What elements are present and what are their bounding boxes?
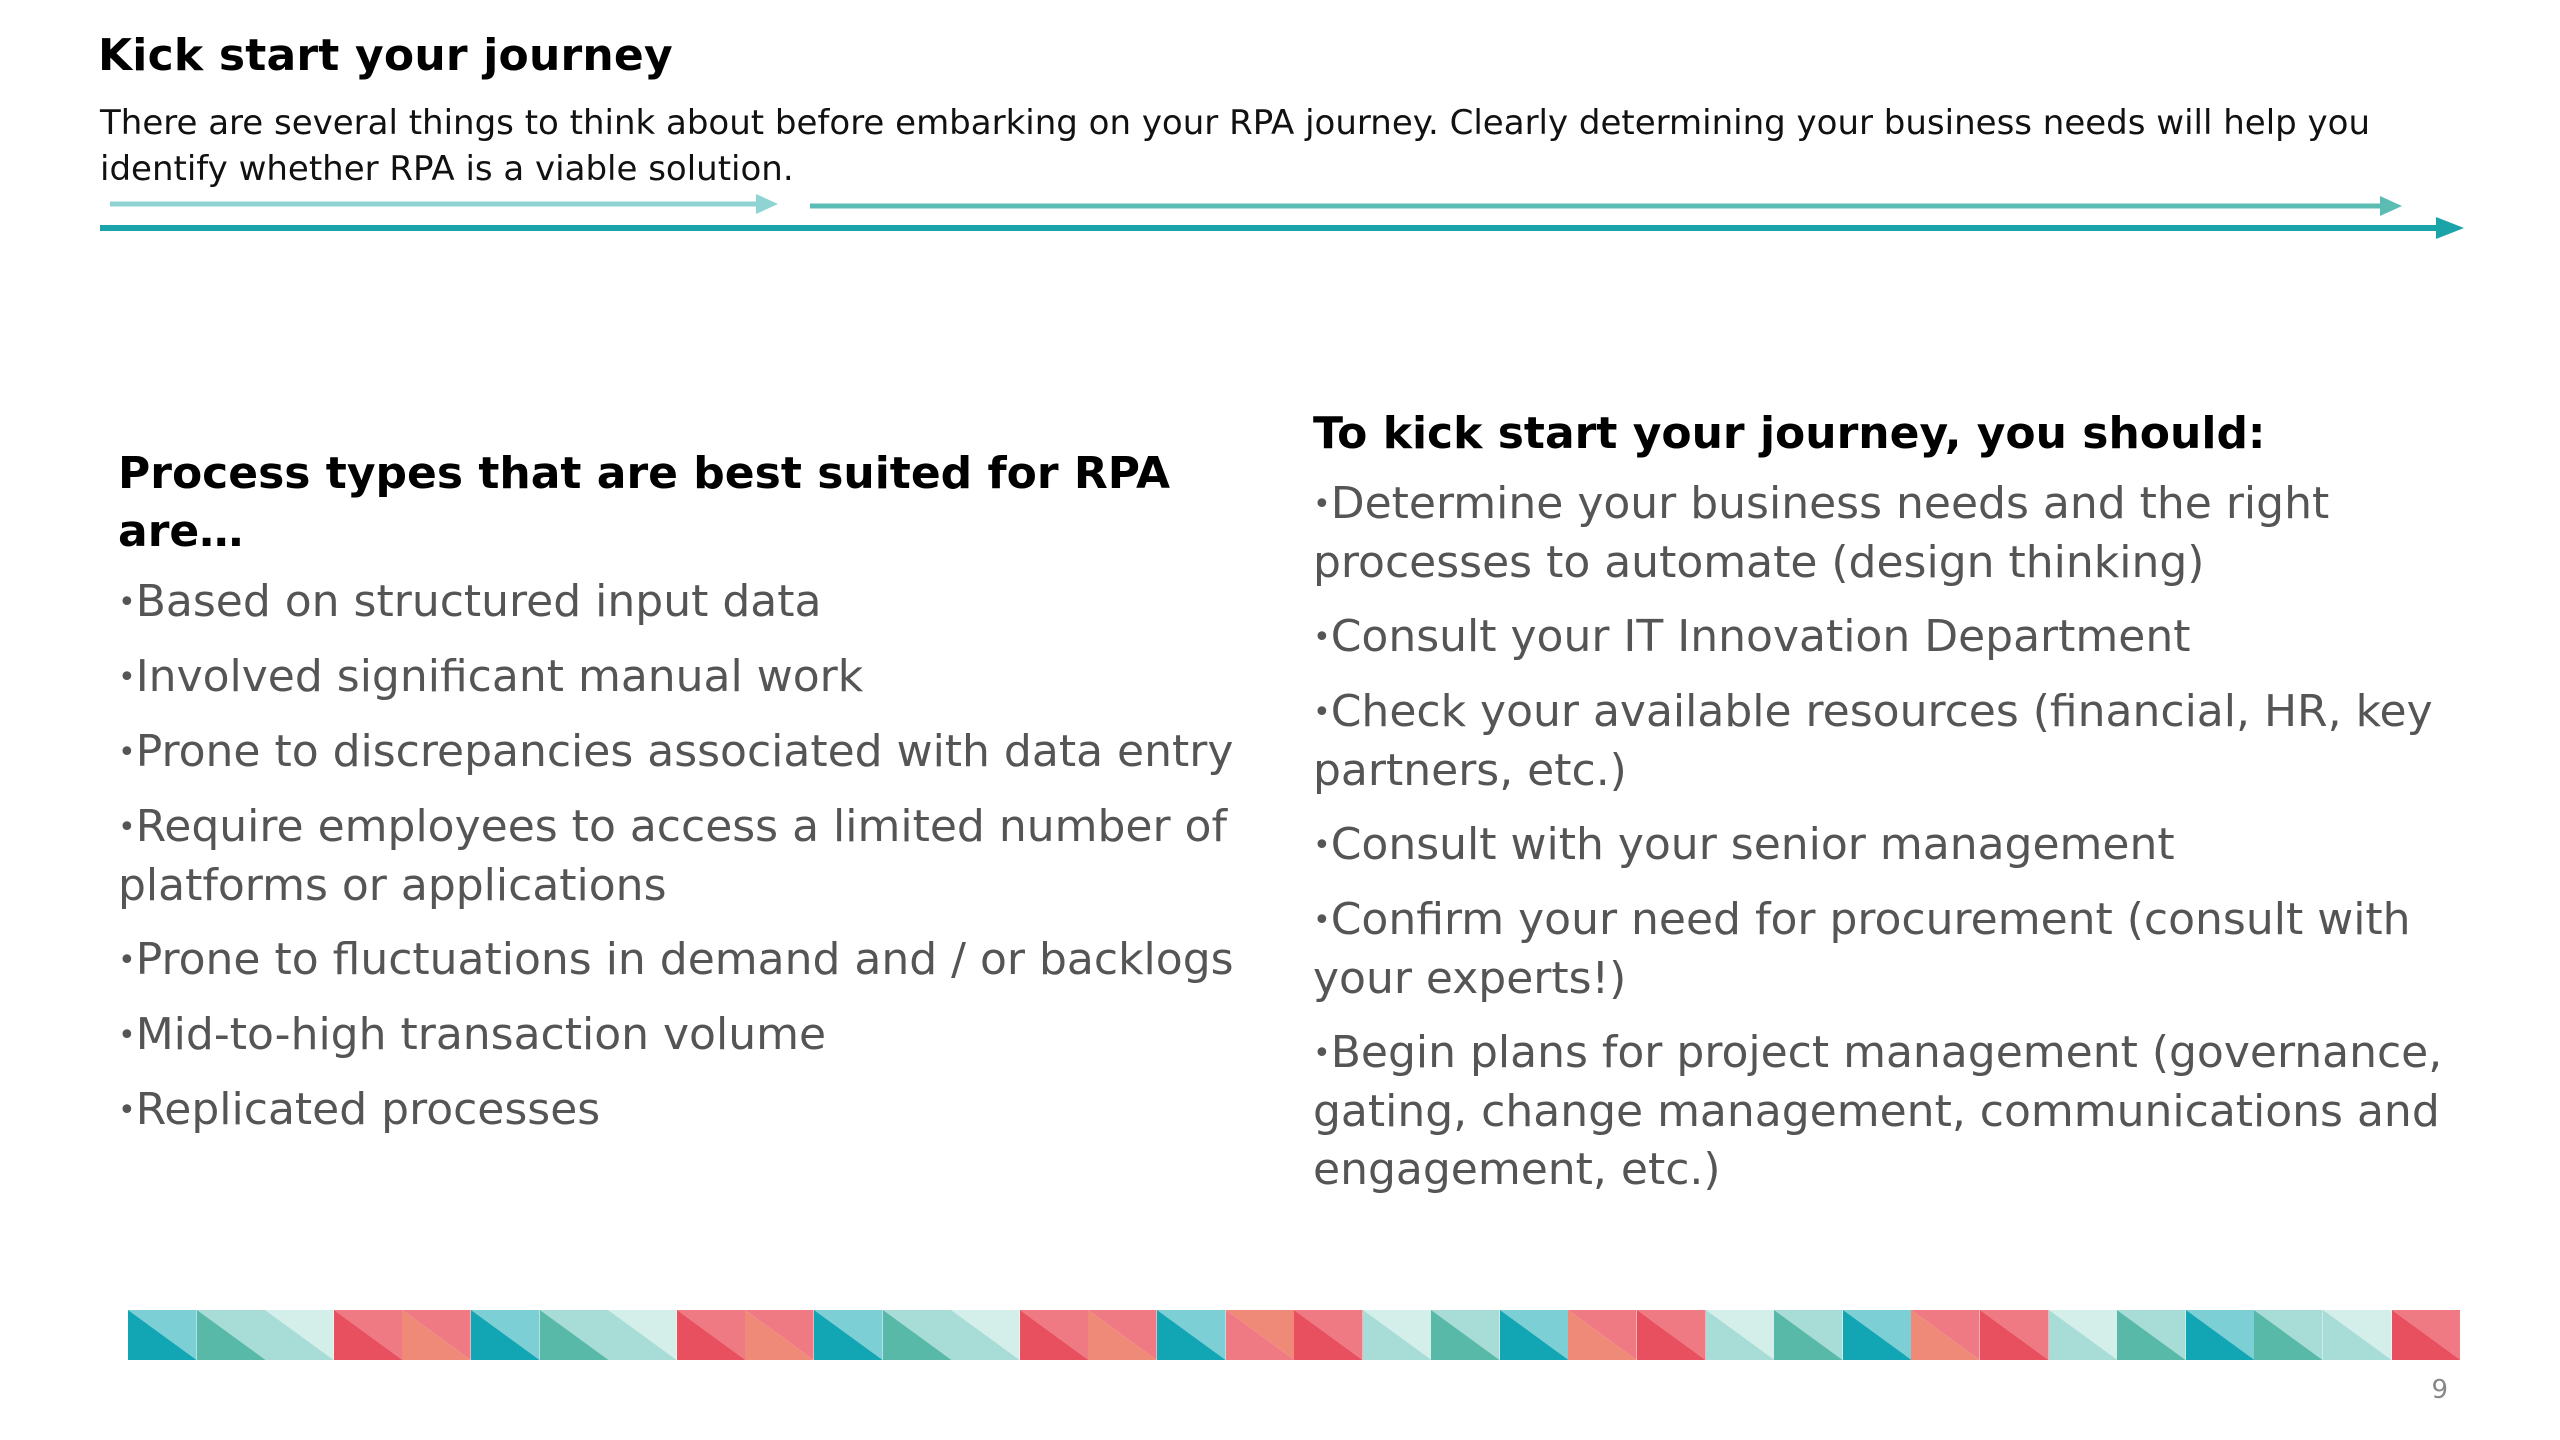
intro-text: There are several things to think about before embarking on your RPA journey. Clearly determining your business needs will help you identify whether RPA is a viable solution. — [100, 103, 2371, 189]
pattern-tile — [128, 1310, 197, 1360]
kickstart-item — [1313, 683, 2473, 800]
pattern-tile — [334, 1310, 403, 1360]
kickstart-item — [1313, 891, 2473, 1008]
pattern-tile — [1637, 1310, 1706, 1360]
bullet-icon: • — [118, 660, 136, 695]
pattern-tile — [471, 1310, 540, 1360]
bullet-icon: • — [1313, 487, 1331, 522]
bullet-icon: • — [118, 735, 136, 770]
kickstart-item — [1313, 608, 2473, 667]
bullet-icon: • — [118, 585, 136, 620]
pattern-tile — [1363, 1310, 1432, 1360]
suited-process-list — [118, 573, 1238, 1140]
suited-item — [118, 1081, 1238, 1140]
kickstart-item-text: Begin plans for project management (governance, gating, change management, communications and engagement, etc.) — [1313, 1027, 2443, 1195]
pattern-tile — [677, 1310, 746, 1360]
bullet-icon: • — [118, 1093, 136, 1128]
slide-title: Kick start your journey — [98, 30, 673, 81]
pattern-tile — [1157, 1310, 1226, 1360]
header-arrows — [0, 190, 2560, 240]
kickstart-list — [1313, 475, 2473, 1199]
pattern-tile — [197, 1310, 266, 1360]
bullet-icon: • — [1313, 828, 1331, 863]
suited-item-text: Mid-to-high transaction volume — [135, 1009, 827, 1060]
suited-item-text: Prone to discrepancies associated with data entry — [135, 726, 1234, 777]
suited-item — [118, 1006, 1238, 1065]
bullet-icon: • — [1313, 903, 1331, 938]
suited-item — [118, 723, 1238, 782]
pattern-tile — [1020, 1310, 1089, 1360]
kickstart-item — [1313, 816, 2473, 875]
suited-item — [118, 573, 1238, 632]
suited-item — [118, 798, 1238, 915]
pattern-tile — [1774, 1310, 1843, 1360]
suited-process-column — [118, 445, 1238, 1156]
pattern-tile — [608, 1310, 677, 1360]
arrow-medium — [810, 196, 2402, 216]
decorative-pattern-strip — [128, 1310, 2460, 1360]
suited-item-text: Require employees to access a limited number of platforms or applications — [118, 801, 1227, 911]
pattern-tile — [402, 1310, 471, 1360]
pattern-tile — [540, 1310, 609, 1360]
pattern-tile — [2186, 1310, 2255, 1360]
pattern-tile — [2254, 1310, 2323, 1360]
suited-item-text: Involved significant manual work — [135, 651, 864, 702]
pattern-tile — [951, 1310, 1020, 1360]
suited-item-text: Prone to fluctuations in demand and / or backlogs — [135, 934, 1234, 985]
pattern-tile — [1911, 1310, 1980, 1360]
bullet-icon: • — [118, 943, 136, 978]
suited-item — [118, 931, 1238, 990]
pattern-tile — [2323, 1310, 2392, 1360]
pattern-tile — [1500, 1310, 1569, 1360]
bullet-icon: • — [118, 810, 136, 845]
suited-item — [118, 648, 1238, 707]
pattern-tile — [2117, 1310, 2186, 1360]
pattern-tile — [2392, 1310, 2461, 1360]
kickstart-item-text: Consult your IT Innovation Department — [1330, 611, 2191, 662]
arrow-long — [100, 217, 2464, 239]
pattern-tile — [265, 1310, 334, 1360]
pattern-tile — [1431, 1310, 1500, 1360]
pattern-tile — [814, 1310, 883, 1360]
page-number: 9 — [2431, 1375, 2448, 1405]
pattern-tile — [745, 1310, 814, 1360]
kickstart-item — [1313, 1024, 2473, 1199]
pattern-tile — [1980, 1310, 2049, 1360]
pattern-tile — [1226, 1310, 1295, 1360]
arrow-short — [110, 194, 778, 214]
bullet-icon: • — [1313, 620, 1331, 655]
suited-item-text: Based on structured input data — [135, 576, 822, 627]
pattern-tile — [1088, 1310, 1157, 1360]
pattern-tile — [1294, 1310, 1363, 1360]
kickstart-item-text: Determine your business needs and the right processes to automate (design thinking) — [1313, 478, 2330, 588]
kickstart-item — [1313, 475, 2473, 592]
pattern-tile — [1843, 1310, 1912, 1360]
kickstart-column — [1313, 405, 2473, 1215]
kickstart-item-text: Confirm your need for procurement (consult with your experts!) — [1313, 894, 2411, 1004]
kickstart-item-text: Consult with your senior management — [1330, 819, 2175, 870]
bullet-icon: • — [1313, 1036, 1331, 1071]
pattern-tile — [1568, 1310, 1637, 1360]
bullet-icon: • — [118, 1018, 136, 1053]
bullet-icon: • — [1313, 695, 1331, 730]
kickstart-item-text: Check your available resources (financial, HR, key partners, etc.) — [1313, 686, 2433, 796]
kickstart-heading: To kick start your journey, you should: — [1313, 408, 2266, 459]
pattern-tile — [1706, 1310, 1775, 1360]
pattern-tile — [883, 1310, 952, 1360]
suited-item-text: Replicated processes — [135, 1084, 601, 1135]
pattern-tile — [2049, 1310, 2118, 1360]
suited-process-heading: Process types that are best suited for RPA are… — [118, 448, 1171, 557]
